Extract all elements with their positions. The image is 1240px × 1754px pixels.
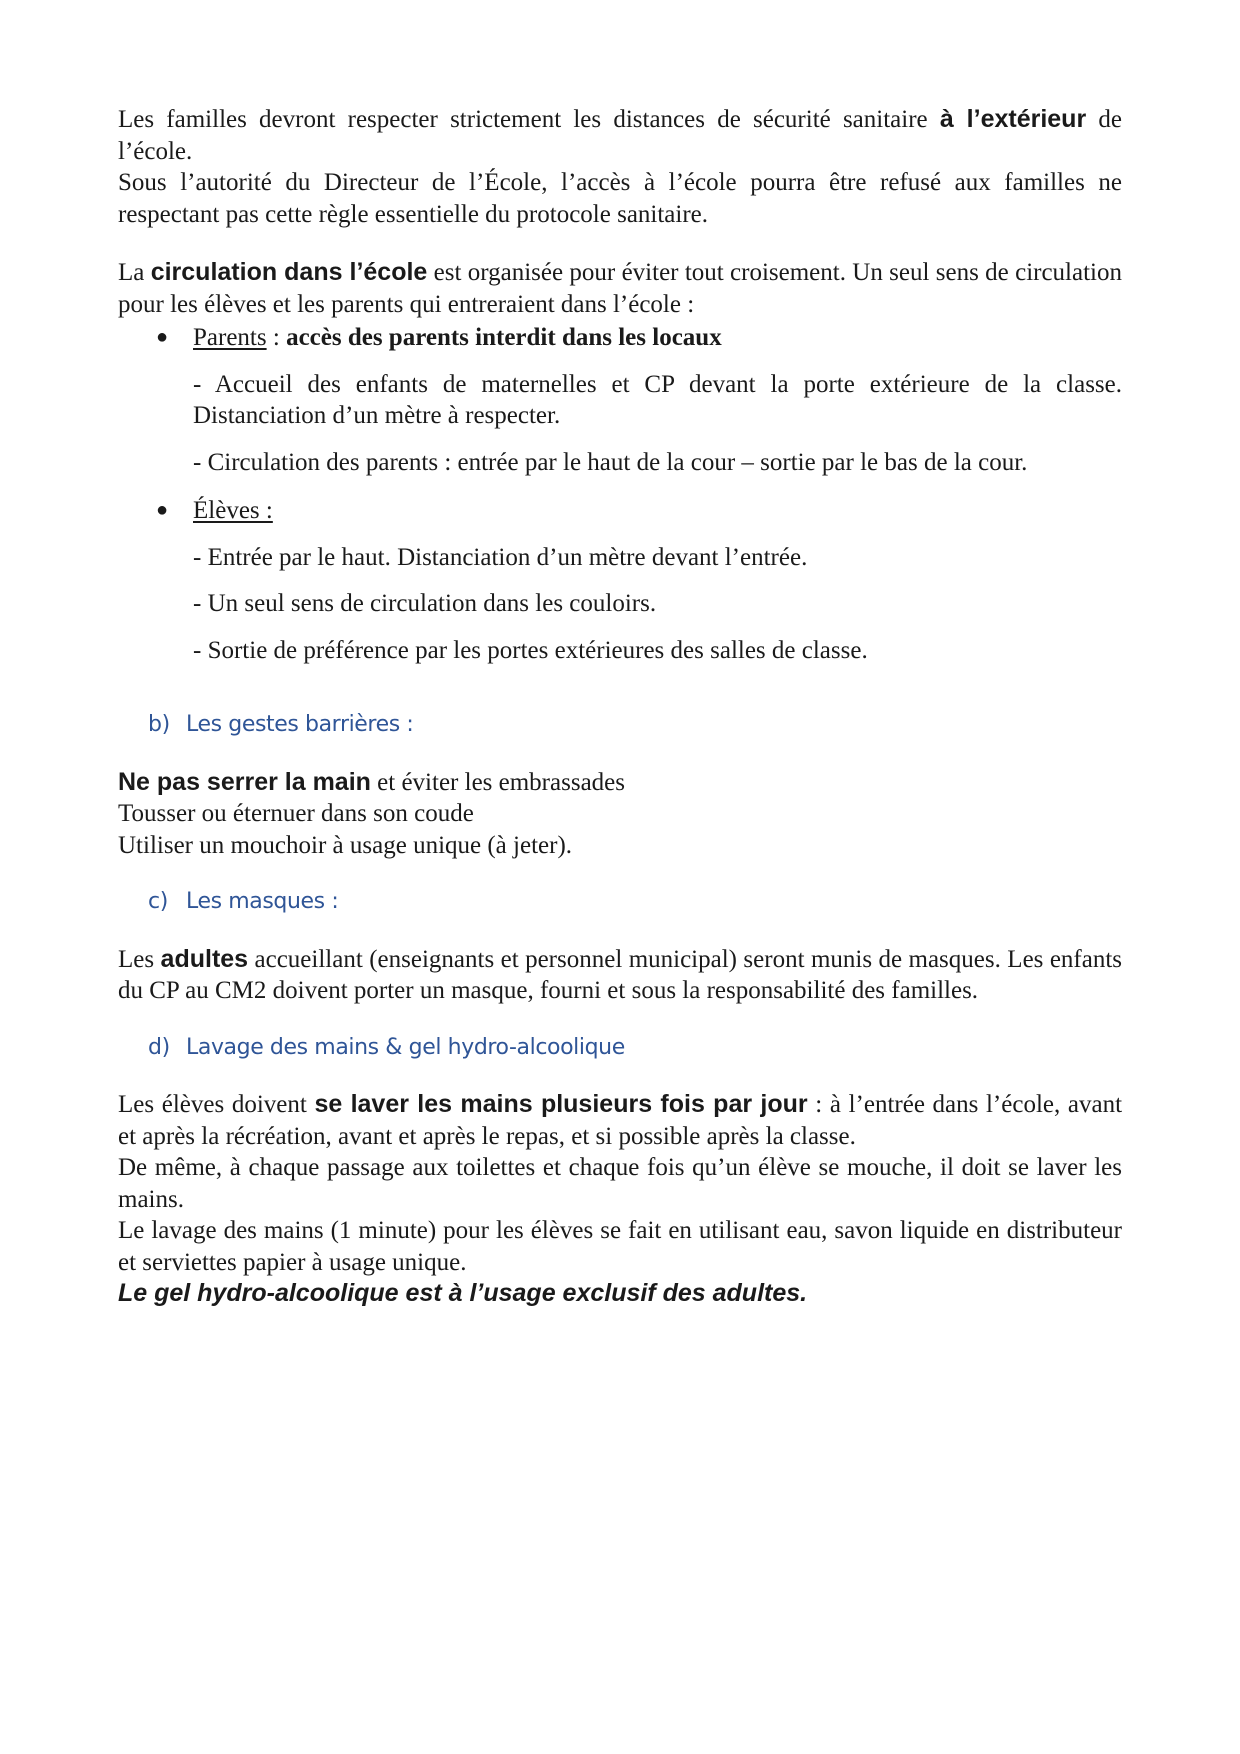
bullet-parents: ● Parents : accès des parents interdit dans les locaux	[118, 322, 1122, 354]
document-page	[118, 104, 1122, 1310]
bullet-dot-icon: ●	[156, 326, 169, 348]
bullet-dot-icon: ●	[156, 499, 169, 521]
circulation-paragraph: La circulation dans l’école est organisée pour éviter tout croisement. Un seul sens de circulation pour les élèves et les parents qui entreraient dans l’école :	[118, 258, 1122, 318]
parents-rule: accès des parents interdit dans les locaux	[286, 324, 722, 351]
parents-item-1: - Accueil des enfants de maternelles et CP devant la porte extérieure de la classe. Distanciation d’un mètre à respecter.	[193, 370, 1122, 429]
eleves-item-2: - Un seul sens de circulation dans les couloirs.	[193, 590, 657, 617]
lavage-paragraph: Les élèves doivent se laver les mains plusieurs fois par jour : à l’entrée dans l’école, avant et après la récréation, avant et après le repas, et si possible après la classe.	[118, 1090, 1123, 1150]
section-heading-c: c) Les masques :	[148, 889, 339, 914]
intro-paragraph: Les familles devront respecter strictement les distances de sécurité sanitaire à l’extérieur de l’école.	[118, 105, 1123, 165]
gestes-line-1: Ne pas serrer la main et éviter les embrassades	[118, 767, 625, 796]
gel-notice: Le gel hydro-alcoolique est à l’usage exclusif des adultes.	[118, 1279, 808, 1307]
masques-paragraph: Les adultes accueillant (enseignants et personnel municipal) seront munis de masques. Les enfants du CP au CM2 doivent porter un masque, fourni et sous la responsabilité des familles.	[118, 944, 1123, 1004]
parents-item-2: - Circulation des parents : entrée par le haut de la cour – sortie par le bas de la cour.	[193, 448, 1028, 476]
eleves-item-1: - Entrée par le haut. Distanciation d’un mètre devant l’entrée.	[193, 543, 808, 571]
bullet-eleves	[118, 495, 1122, 527]
section-heading-b: b) Les gestes barrières :	[148, 712, 414, 737]
lavage-paragraph-3: Le lavage des mains (1 minute) pour les élèves se fait en utilisant eau, savon liquide en distributeur et serviettes papier à usage unique.	[118, 1217, 1122, 1276]
section-heading-d: d) Lavage des mains & gel hydro-alcoolique	[148, 1034, 625, 1060]
circulation-emphasis: circulation dans l’école	[150, 258, 428, 286]
lavage-emphasis: se laver les mains plusieurs fois par jour	[314, 1090, 808, 1118]
gestes-line-3: Utiliser un mouchoir à usage unique (à jeter).	[118, 831, 573, 859]
eleves-label: Élèves :	[193, 497, 273, 524]
lavage-paragraph-2: De même, à chaque passage aux toilettes et chaque fois qu’un élève se mouche, il doit se laver les mains.	[118, 1154, 1122, 1213]
eleves-item-3: - Sortie de préférence par les portes extérieures des salles de classe.	[193, 636, 868, 664]
gestes-emphasis: Ne pas serrer la main	[118, 767, 371, 796]
masques-emphasis: adultes	[160, 944, 249, 973]
parents-label: Parents	[193, 324, 267, 351]
intro-paragraph-2: Sous l’autorité du Directeur de l’École, l’accès à l’école pourra être refusé aux familles ne respectant pas cette règle essentielle du protocole sanitaire.	[118, 169, 1122, 228]
intro-emphasis: à l’extérieur	[939, 105, 1087, 133]
gestes-line-2: Tousser ou éternuer dans son coude	[118, 800, 474, 827]
